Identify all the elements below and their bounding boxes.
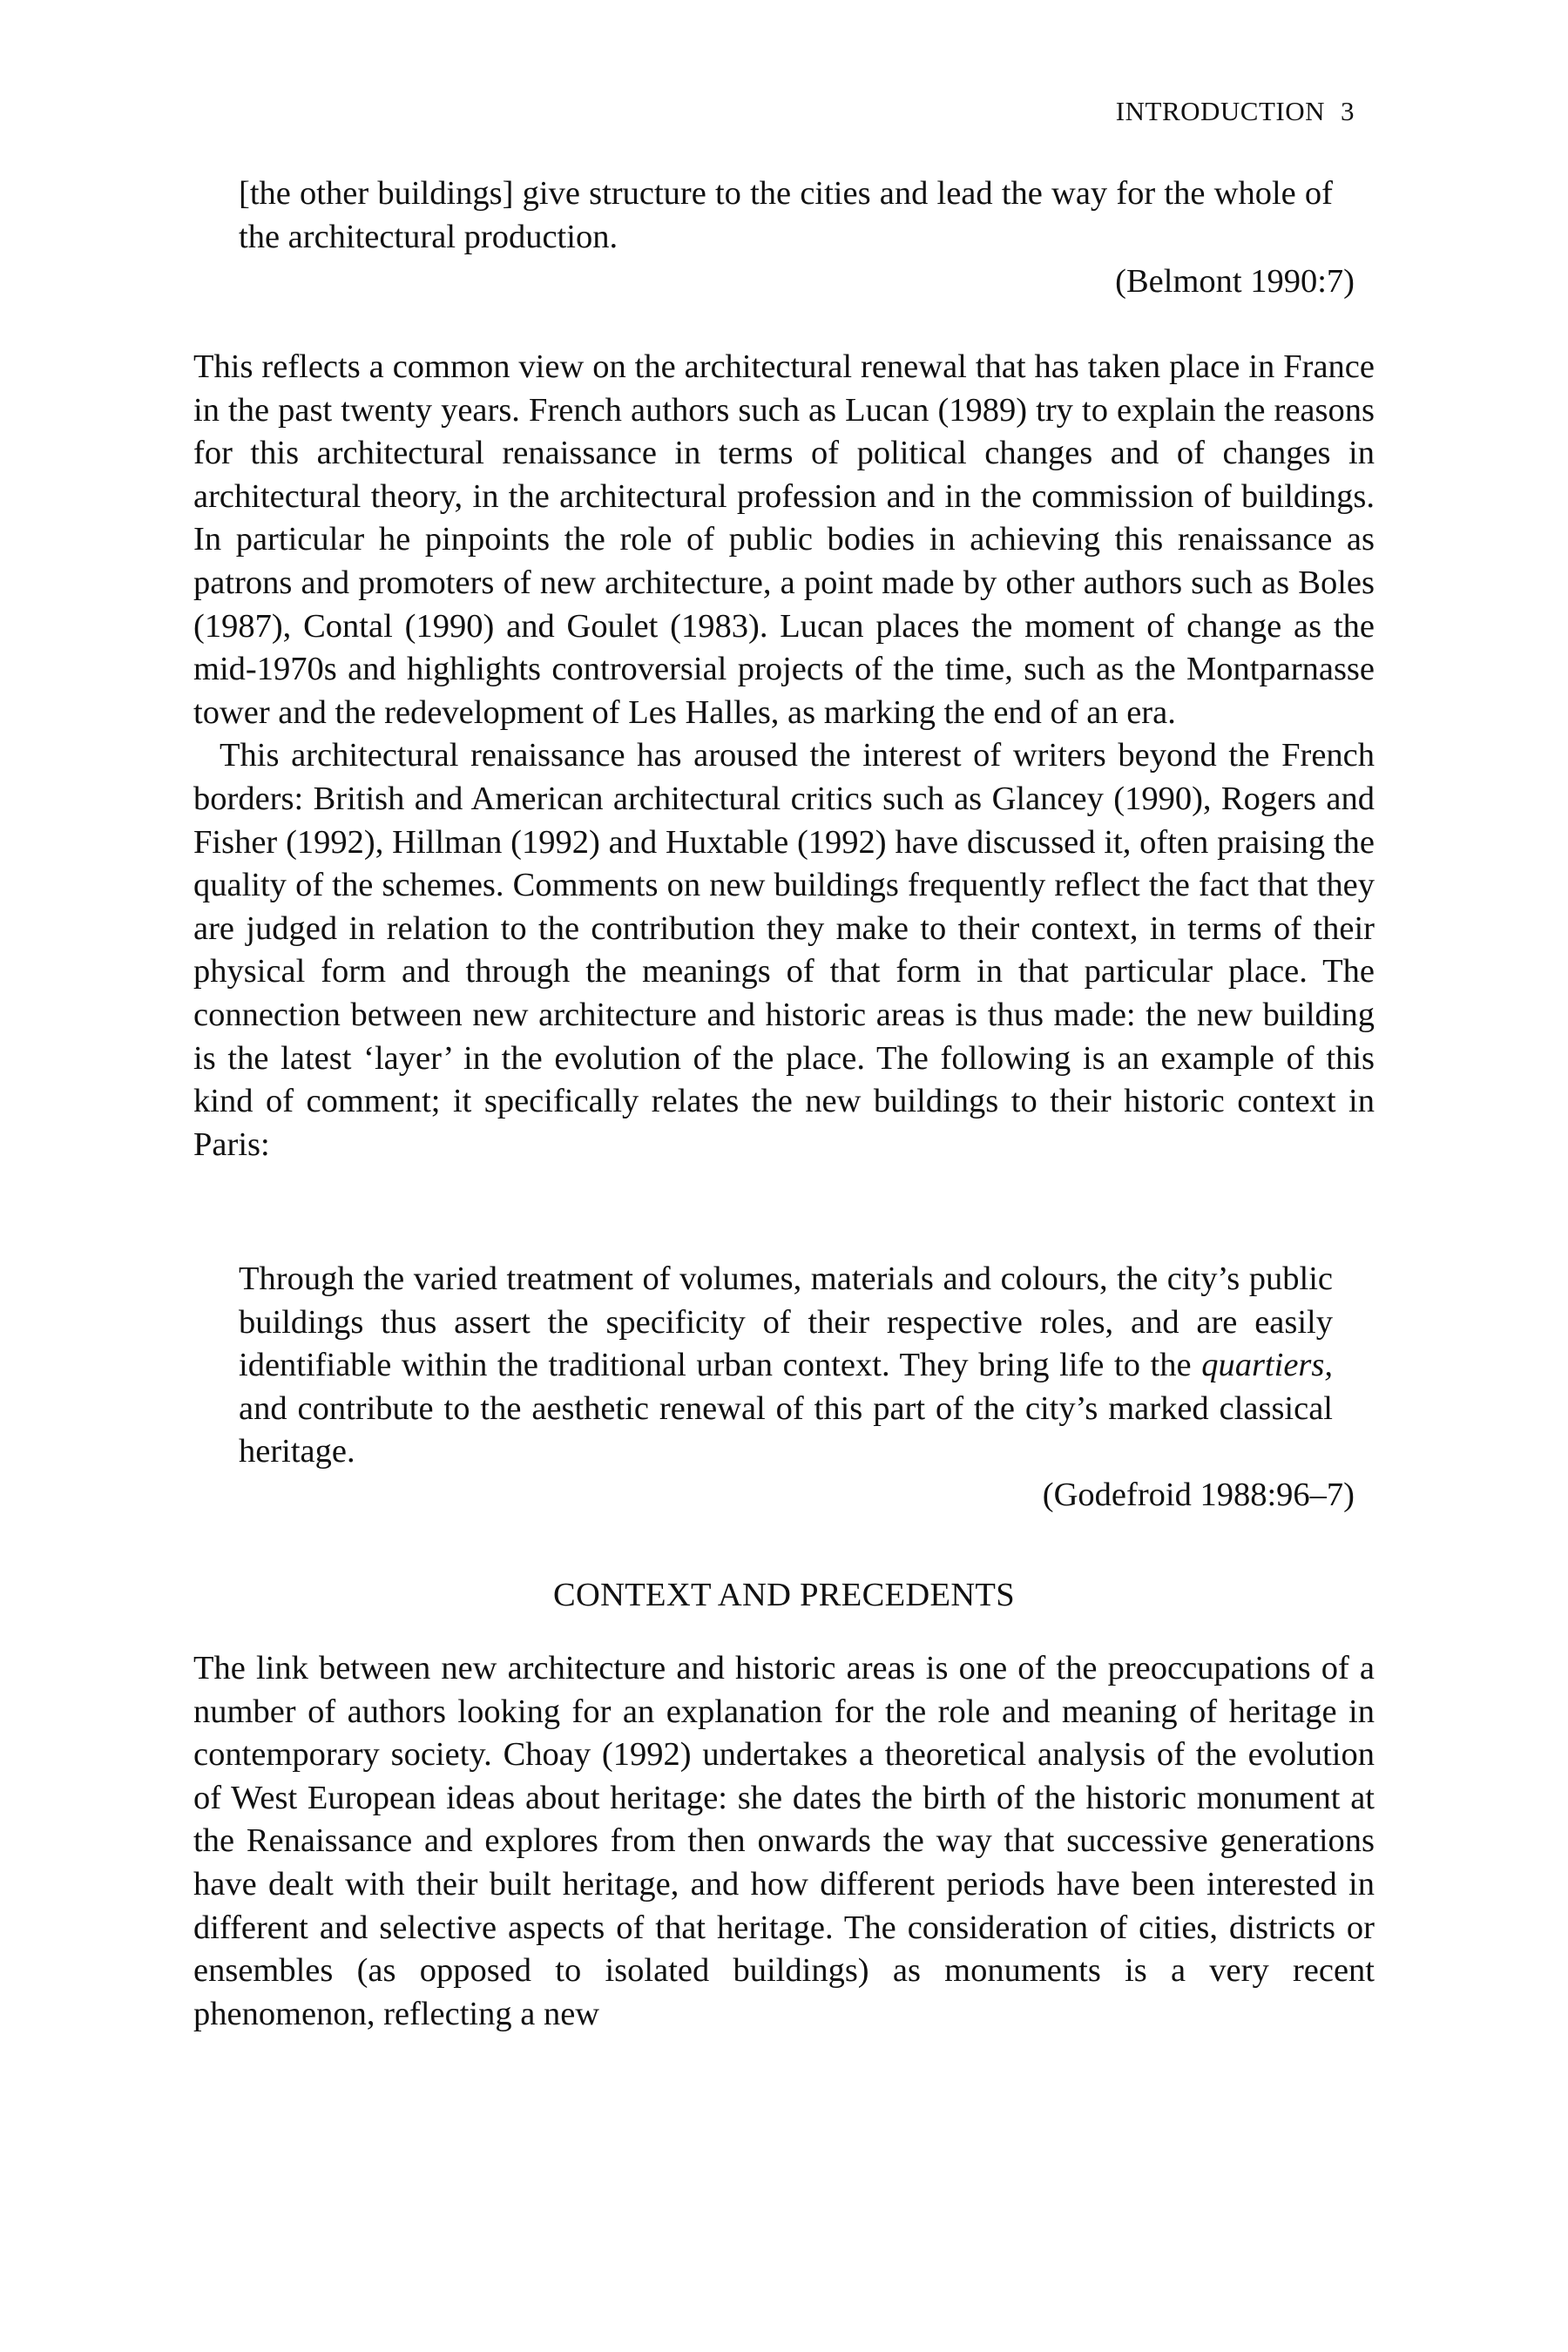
quote-text-part-2: and contribute to the aesthetic renewal of this part of the city’s marked classical heritage. xyxy=(239,1389,1333,1470)
section-body-text xyxy=(193,1647,1375,2036)
citation-godefroid: (Godefroid 1988:96–7) xyxy=(1042,1477,1355,1513)
quote-text xyxy=(239,1258,1333,1474)
section-heading: CONTEXT AND PRECEDENTS xyxy=(553,1577,1015,1613)
block-quote-belmont xyxy=(239,172,1333,259)
quote-italic-term: quartiers, xyxy=(1201,1347,1333,1384)
running-head-title: INTRODUCTION xyxy=(1115,96,1325,126)
quote-text-part-1: Through the varied treatment of volumes, materials and colours, the city’s public buildings thus assert the specificity of their respective roles, and are easily identifiable within the traditional urban context. They bring life to the xyxy=(239,1260,1333,1384)
block-quote-godefroid xyxy=(239,1258,1333,1474)
page-number: 3 xyxy=(1341,96,1355,126)
running-head xyxy=(1116,94,1355,129)
citation-belmont: (Belmont 1990:7) xyxy=(1115,263,1355,300)
paragraph-1: This reflects a common view on the architectural renewal that has taken place in France in the past twenty years. French authors such as Lucan (1989) try to explain the reasons for this architectural renaissance in terms of political changes and of changes in architectural theory, in the architectural profession and in the commission of buildings. In particular he pinpoints the role of public bodies in achieving this renaissance as patrons and promoters of new architecture, a point made by other authors such as Boles (1987), Contal (1990) and Goulet (1983). Lucan places the moment of change as the mid-1970s and highlights controversial projects of the time, such as the Montparnasse tower and the redevelopment of Les Halles, as marking the end of an era. xyxy=(193,348,1375,731)
quote-text: [the other buildings] give structure to the cities and lead the way for the whole of the architectural production. xyxy=(239,175,1333,255)
paragraph-2: This architectural renaissance has aroused the interest of writers beyond the French borders: British and American architectural critics such as Glancey (1990), Rogers and Fisher (1992), Hillman (1992) and Huxtable (1992) have discussed it, often praising the quality of the schemes. Comments on new buildings frequently reflect the fact that they are judged in relation to the contribution they make to their context, in terms of their physical form and through the meanings of that form in that particular place. The connection between new architecture and historic areas is thus made: the new building is the latest ‘layer’ in the evolution of the place. The following is an example of this kind of comment; it specifically relates the new buildings to their historic context in Paris: xyxy=(193,737,1375,1163)
body-text xyxy=(193,346,1375,1166)
section-paragraph: The link between new architecture and historic areas is one of the preoccupations of a number of authors looking for an explanation for the role and meaning of heritage in contemporary society. Choay (1992) undertakes a theoretical analysis of the evolution of West European ideas about heritage: she dates the birth of the historic monument at the Renaissance and explores from then onwards the way that successive generations have dealt with their built heritage, and how different periods have been interested in different and selective aspects of that heritage. The consideration of cities, districts or ensembles (as opposed to isolated buildings) as monuments is a very recent phenomenon, reflecting a new xyxy=(193,1650,1375,2032)
